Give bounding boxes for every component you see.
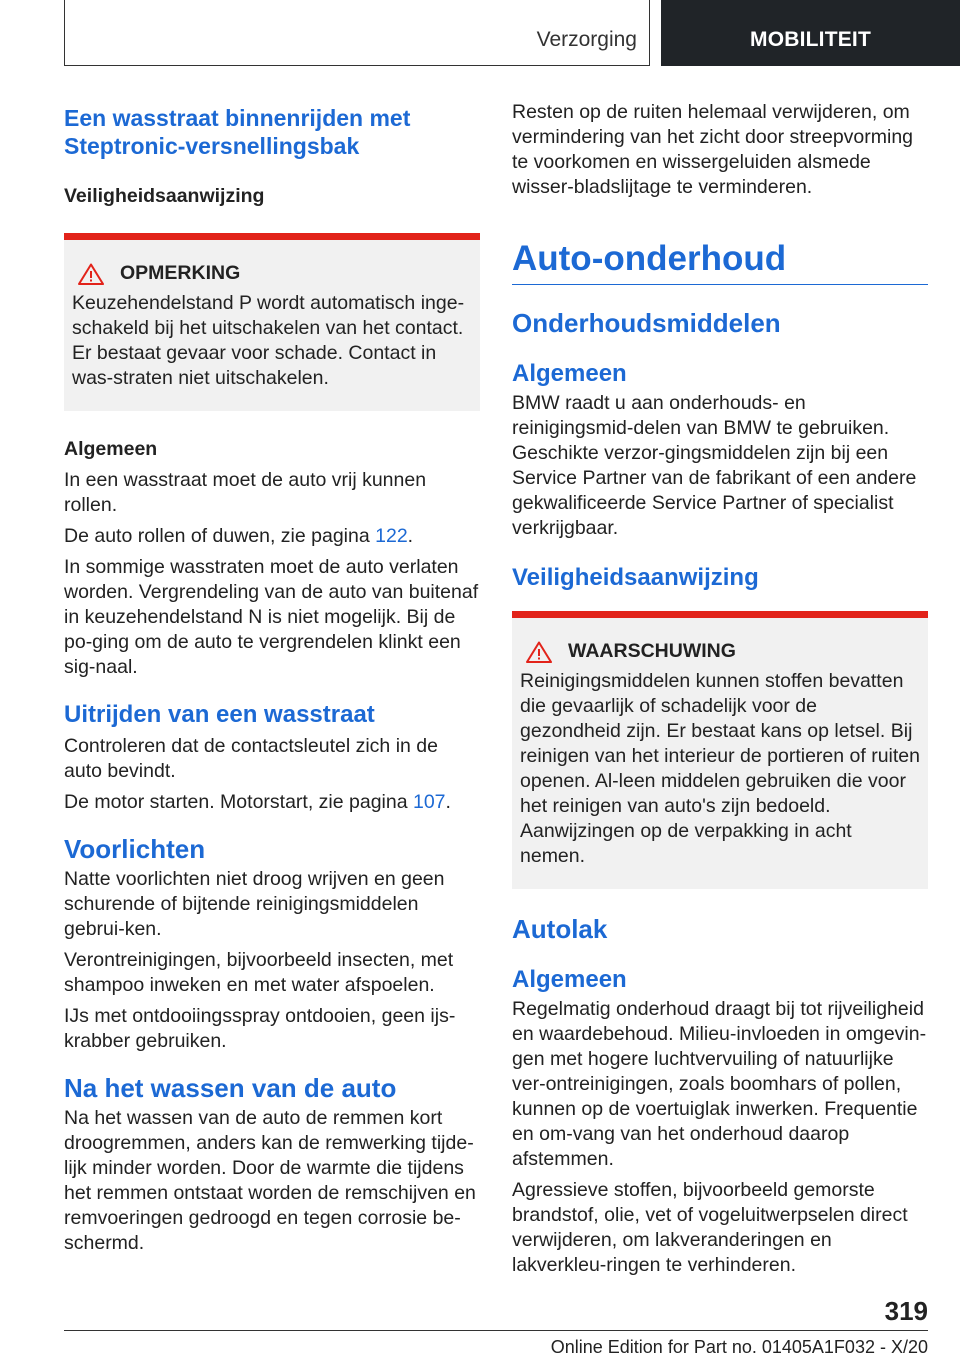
care-general-title: Algemeen	[512, 360, 627, 387]
warning-triangle-icon	[526, 641, 552, 663]
header-chapter-title: MOBILITEIT	[750, 28, 871, 51]
note-text: Keuzehendelstand P wordt automatisch inge-schakeld bij het uitschakelen van het contact. Er bestaat gevaar voor schade. Contact in was-straten niet uitschakelen.	[72, 292, 465, 389]
general-label: Algemeen	[64, 438, 158, 460]
after-wash-paragraph: Na het wassen van de auto de remmen kort droogremmen, anders kan de remwerking tijde-lijk minder worden. Door de warmte die tijdens het remmen ontstaat worden de remschijven en remvoeringen gedroogd en tegen corrosie be-schermd.	[64, 1107, 476, 1254]
note-title-row	[72, 262, 472, 285]
header-section-title: Verzorging	[536, 28, 637, 51]
carwash-title: Een wasstraat binnenrijden met Steptronic-versnellingsbak	[64, 105, 411, 159]
exit-carwash-title: Uitrijden van een wasstraat	[64, 701, 375, 728]
safety-label: Veiligheidsaanwijzing	[64, 185, 265, 207]
note-box	[64, 233, 480, 411]
general-paragraph-2	[64, 524, 480, 549]
paint-title: Autolak	[512, 914, 608, 944]
headlights-paragraph-3: IJs met ontdooiingsspray ontdooien, geen ijs-krabber gebruiken.	[64, 1005, 456, 1052]
exit-paragraph-2-end: .	[445, 791, 451, 813]
warning-title-row	[520, 640, 920, 663]
after-wash-title: Na het wassen van de auto	[64, 1073, 397, 1103]
warning-text: Reinigingsmiddelen kunnen stoffen bevatten die gevaarlijk of schadelijk voor de gezondheid zijn. Er bestaat kans op letsel. Bij reinigen van het interieur de portieren of ruiten openen. Al-leen middelen gebruiken die voor het reinigen van auto's zijn bedoeld. Aanwijzingen op de verpakking in acht nemen.	[520, 670, 920, 867]
right-column	[512, 100, 928, 1278]
header-chapter-tab	[661, 0, 960, 66]
paint-paragraph-2: Agressieve stoffen, bijvoorbeeld gemorste brandstof, olie, vet of vogeluitwerpselen direct verwijderen, om lakveranderingen en lakverkleu-ringen te verhinderen.	[512, 1179, 908, 1276]
paint-paragraph-1: Regelmatig onderhoud draagt bij tot rijveiligheid en waardebehoud. Milieu-invloeden in omgevin-gen met hogere luchtvervuiling of natuurlijke ver-ontreinigingen, zoals boomhars of pollen, kunnen op de voertuiglak inwerken. Frequentie en om-vang van het onderhoud daarop afstemmen.	[512, 998, 927, 1170]
note-title: OPMERKING	[120, 262, 241, 284]
warning-title: WAARSCHUWING	[568, 640, 736, 662]
general-paragraph-1: In een wasstraat moet de auto vrij kunnen rollen.	[64, 469, 427, 516]
page-number: 319	[884, 1296, 928, 1326]
car-care-title: Auto-onderhoud	[512, 239, 787, 278]
headlights-title: Voorlichten	[64, 834, 206, 864]
general-paragraph-2-text: De auto rollen of duwen, zie pagina	[64, 525, 376, 547]
left-column	[64, 100, 480, 1256]
page-link-122[interactable]: 122	[375, 525, 408, 547]
page-header	[0, 0, 960, 66]
page-link-107[interactable]: 107	[412, 791, 446, 813]
warning-triangle-icon	[78, 263, 104, 285]
footer-edition: Online Edition for Part no. 01405A1F032 - X/20	[550, 1337, 928, 1357]
care-safety-title: Veiligheidsaanwijzing	[512, 564, 759, 591]
footer-rule	[64, 1330, 928, 1331]
windows-paragraph: Resten op de ruiten helemaal verwijderen, om vermindering van het zicht door streepvorming te voorkomen en wissergeluiden alsmede wisser-bladslijtage te verminderen.	[512, 101, 914, 198]
headlights-paragraph-2: Verontreinigingen, bijvoorbeeld insecten, met shampoo inweken en met water afspoelen.	[64, 949, 454, 996]
exit-paragraph-1: Controleren dat de contactsleutel zich in de auto bevindt.	[64, 735, 438, 782]
care-products-title: Onderhoudsmiddelen	[512, 308, 781, 338]
car-care-rule	[512, 284, 928, 285]
general-paragraph-3: In sommige wasstraten moet de auto verlaten worden. Vergrendeling van de auto van buitenaf in keuzehendelstand N is niet mogelijk. Bij de po-ging om de auto te vergrendelen klinkt een sig-naal.	[64, 556, 479, 678]
care-general-paragraph: BMW raadt u aan onderhouds- en reinigingsmid-delen van BMW te gebruiken. Geschikte verzor-gingsmiddelen zijn bij een Service Partner van de fabrikant of een andere gekwalificeerde Service Partner of specialist verkrijgbaar.	[512, 392, 917, 539]
header-section-box	[64, 0, 650, 66]
headlights-paragraph-1: Natte voorlichten niet droog wrijven en geen schurende of bijtende reinigingsmiddelen gebrui-ken.	[64, 868, 445, 940]
paint-general-title: Algemeen	[512, 966, 627, 993]
exit-paragraph-2	[64, 790, 480, 815]
warning-box	[512, 611, 928, 889]
general-paragraph-2-end: .	[407, 525, 414, 547]
exit-paragraph-2-text: De motor starten. Motorstart, zie pagina	[64, 791, 413, 813]
